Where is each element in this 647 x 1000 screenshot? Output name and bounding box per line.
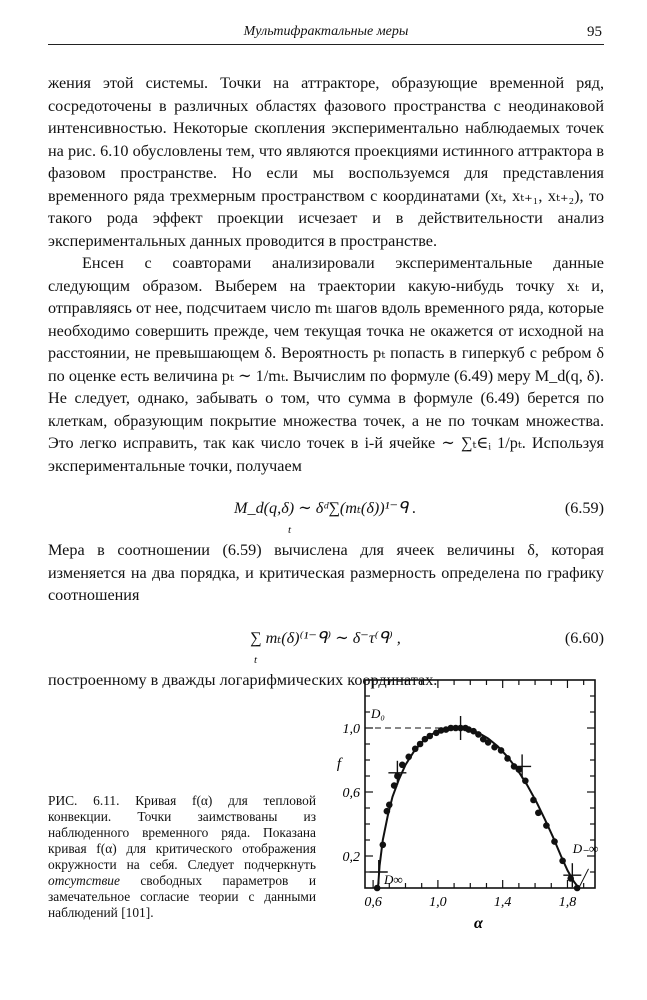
data-point bbox=[574, 885, 581, 892]
data-point bbox=[491, 744, 498, 751]
data-point bbox=[543, 822, 550, 829]
data-point bbox=[374, 885, 381, 892]
data-point bbox=[551, 838, 558, 845]
figure-caption bbox=[48, 793, 316, 921]
data-point bbox=[559, 858, 566, 865]
x-tick-label: 0,6 bbox=[364, 895, 382, 910]
x-tick-label: 1,0 bbox=[429, 895, 447, 910]
data-point bbox=[426, 733, 433, 740]
data-point bbox=[386, 802, 393, 809]
caption-tail: свободных параметров и замечательное согласие теории с данными наблюдений [101]. bbox=[48, 873, 316, 920]
annotation-label: D∞ bbox=[383, 872, 403, 887]
paragraph-4: построенному в дважды логарифмических координатах. bbox=[48, 670, 438, 689]
equation-number: (6.60) bbox=[564, 628, 604, 647]
equation-expression: ∑ mₜ(δ)⁽¹⁻ᑫ⁾ ∼ δ⁻τ⁽ᑫ⁾ , bbox=[250, 628, 401, 647]
data-point bbox=[475, 731, 482, 738]
equation-number: (6.59) bbox=[564, 499, 604, 517]
data-point bbox=[380, 842, 387, 849]
data-point bbox=[516, 766, 523, 773]
running-title: Мультифрактальные меры bbox=[243, 24, 409, 39]
x-tick-label: 1,4 bbox=[493, 895, 512, 910]
y-axis-label: f bbox=[336, 756, 342, 772]
caption-lead: РИС. 6.11. Кривая f(α) для тепловой конвекции. Точки заимствованы из наблюденного временного ряда. Показана кривая f(α) для критического отображения окружности на себя. Следует подчеркнуть bbox=[48, 793, 316, 872]
annotation-label: D₀ bbox=[371, 706, 385, 721]
page-header bbox=[48, 24, 604, 45]
data-point bbox=[530, 797, 537, 804]
equation-6-59 bbox=[48, 489, 604, 536]
theory-curve bbox=[378, 728, 579, 888]
equation-sum-index: t bbox=[254, 653, 258, 666]
data-point bbox=[391, 782, 398, 789]
data-point bbox=[399, 762, 406, 769]
page-number: 95 bbox=[587, 24, 602, 40]
data-point bbox=[498, 747, 505, 754]
caption-emphasis: отсутствие bbox=[48, 873, 120, 888]
paragraph-1: жения этой системы. Точки на аттракторе, образующие временной ряд, сосредоточены в различных областях фазового пространства с неодинаковой интенсивностью. Некоторые скопления экспериментально наблюдаемых точек на рис. 6.10 обусловлены тем, что являются проекциями истинного аттрактора в фазовом пространстве. Но если мы воспользуемся для представления временного ряда трехмерным пространством с координатами (xₜ, xₜ₊₁, xₜ₊₂), то такого рода эффект проекции исчезает и в действительности анализ экспериментальных данных проводится в пространстве. bbox=[48, 74, 604, 250]
body-text bbox=[48, 72, 604, 691]
y-tick-label: 0,2 bbox=[342, 850, 360, 865]
annotation-label: D₋∞ bbox=[572, 840, 599, 856]
data-point bbox=[485, 739, 492, 746]
f-alpha-chart bbox=[325, 668, 605, 938]
equation-sum-index: t bbox=[288, 524, 292, 536]
paragraph-2: Енсен с соавторами анализировали экспериментальные данные следующим образом. Выберем на траектории какую-нибудь точку xₜ и, отправляясь от нее, подсчитаем число mₜ шагов вдоль временного ряда, которые необходимо совершить прежде, чем текущая точка не окажется от исходной на расстоянии, не превышающем δ. Вероятность pₜ попасть в гиперкуб с ребром δ по оценке есть величина pₜ ∼ 1/mₜ. Вычислим по формуле (6.49) меру M_d(q, δ). Не следует, однако, забывать о том, что сумма в формуле (6.49) берется по клеткам, образующим покрытие множества точек, а не по точкам множества. Это легко исправить, так как число точек в i-й ячейке ∼ ∑ₜ∈ᵢ 1/pₜ. Используя экспериментальные точки, получаем bbox=[48, 254, 604, 475]
x-tick-label: 1,8 bbox=[558, 895, 577, 910]
data-point bbox=[384, 808, 391, 815]
equation-expression: M_d(q,δ) ∼ δᵈ∑(mₜ(δ))¹⁻ᑫ . bbox=[234, 499, 417, 517]
y-tick-label: 1,0 bbox=[342, 722, 360, 737]
y-tick-label: 0,6 bbox=[342, 786, 360, 801]
data-point bbox=[405, 754, 412, 761]
data-point bbox=[504, 755, 511, 762]
data-point bbox=[535, 810, 542, 817]
x-axis-label: α bbox=[473, 915, 483, 932]
data-point bbox=[417, 741, 424, 748]
data-point bbox=[522, 778, 529, 785]
data-point bbox=[412, 746, 419, 753]
equation-6-60 bbox=[48, 619, 604, 666]
paragraph-3: Мера в соотношении (6.59) вычислена для ячеек величины δ, которая изменяется на два порядка, и критическая размерность определена по графику соотношения bbox=[48, 541, 604, 604]
